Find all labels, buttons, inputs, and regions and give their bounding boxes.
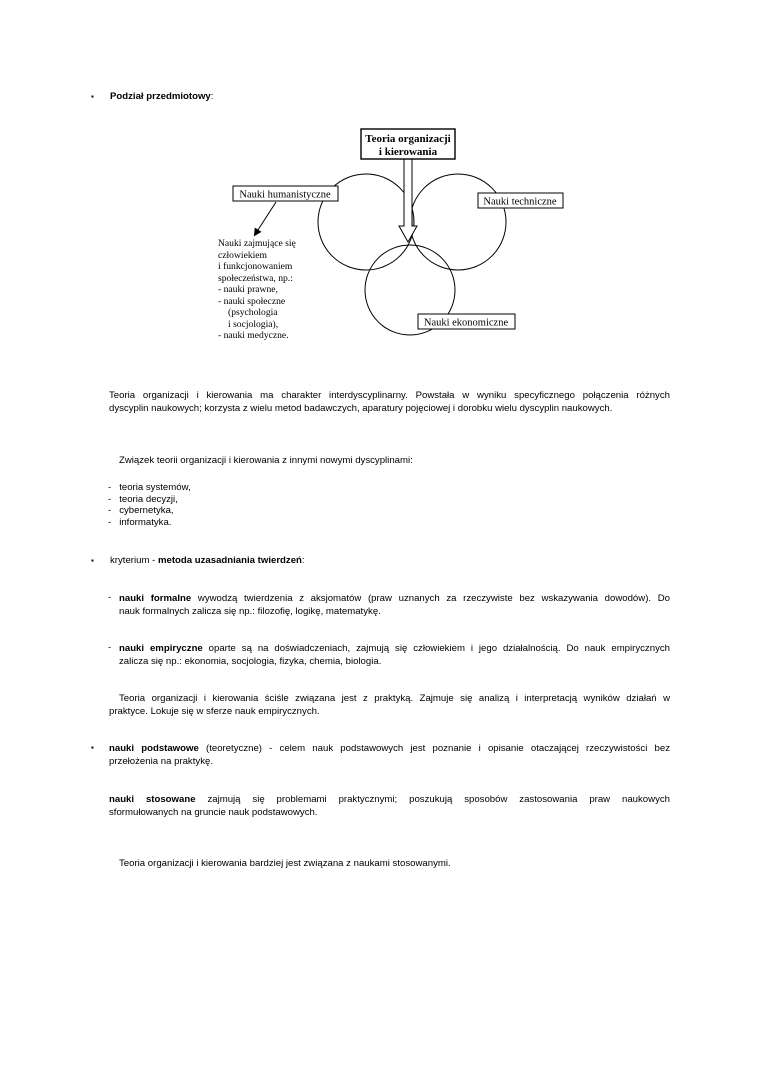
technical-label: Nauki techniczne <box>483 196 557 208</box>
dash: - <box>108 642 112 653</box>
term-description: (teoretyczne) - celem nauk podstawowych jest poznanie i opisanie otaczającej rzeczywistości bez <box>198 743 670 754</box>
note-line: społeczeństwa, np.: <box>218 272 293 284</box>
term-description: oparte są na doświadczeniach, zajmują się człowiekiem i jego działalnością. Do nauk empirycznych <box>202 643 670 654</box>
paragraph-practice <box>109 692 670 718</box>
dash: - <box>108 482 112 493</box>
applied-sciences-item <box>109 793 670 819</box>
note-line: - nauki społeczne <box>218 295 286 307</box>
paragraph-line: dyscyplin naukowych; korzysta z wielu metod badawczych, aparatury pojęciowej i dorobku wielu dyscyplin naukowych. <box>109 403 613 414</box>
paragraph-line: zalicza się np.: ekonomia, socjologia, fizyka, chemia, biologia. <box>119 656 382 667</box>
relation-intro: Związek teorii organizacji i kierowania z innymi nowymi dyscyplinami: <box>119 455 413 466</box>
paragraph-interdisciplinary <box>109 389 670 415</box>
bullet-icon: ▪ <box>91 556 94 565</box>
venn-diagram <box>0 0 760 360</box>
heading-prefix: kryterium - <box>110 555 158 566</box>
formal-sciences-item <box>119 592 670 618</box>
paragraph-line <box>109 793 670 806</box>
paragraph-line <box>109 742 670 755</box>
note-line: człowiekiem <box>218 249 268 261</box>
relation-list <box>108 482 191 528</box>
paragraph-line: Teoria organizacji i kierowania ma charakter interdyscyplinarny. Powstała w wyniku specyficznego połączenia różnych <box>109 390 670 401</box>
section-heading-justification <box>110 555 305 566</box>
center-label-line1: Teoria organizacji <box>365 133 451 145</box>
list-item-text: informatyka. <box>119 516 172 528</box>
paragraph-line <box>119 642 670 655</box>
dash: - <box>108 516 112 528</box>
note-line: i funkcjonowaniem <box>218 261 293 272</box>
empirical-sciences-item <box>119 642 670 668</box>
list-item <box>108 517 191 529</box>
list-item-text: teoria decyzji, <box>119 493 178 505</box>
paragraph-line: nauk formalnych zalicza się np.: filozofię, logikę, matematykę. <box>119 606 381 617</box>
paragraph-line <box>119 592 670 605</box>
conclusion-text: Teoria organizacji i kierowania bardziej jest związana z naukami stosowanymi. <box>119 858 451 869</box>
paragraph-line: praktyce. Lokuje się w sferze nauk empirycznych. <box>109 706 320 717</box>
term-description: zajmują się problemami praktycznymi; poszukują sposobów zastosowania praw naukowych <box>195 794 671 805</box>
paragraph-line: przełożenia na praktykę. <box>109 756 213 767</box>
note-line: - nauki prawne, <box>218 284 278 295</box>
note-line: - nauki medyczne. <box>218 330 289 341</box>
term: nauki empiryczne <box>119 643 203 654</box>
center-label-line2: i kierowania <box>378 146 438 158</box>
term: nauki podstawowe <box>109 743 199 754</box>
note-line: (psychologia <box>228 307 278 318</box>
dash: - <box>108 592 112 603</box>
list-item <box>108 494 191 506</box>
term: nauki formalne <box>119 593 192 604</box>
bullet-icon: ▪ <box>91 743 94 752</box>
basic-sciences-item <box>109 742 670 768</box>
humanities-note <box>218 238 296 342</box>
paragraph-line: Teoria organizacji i kierowania ściśle związana jest z praktyką. Zajmuje się analizą i interpretacją wyników działań w <box>119 693 670 704</box>
heading-text: metoda uzasadniania twierdzeń <box>157 555 302 566</box>
humanities-label: Nauki humanistyczne <box>239 189 331 201</box>
list-item <box>108 505 191 517</box>
venn-circle-technical <box>410 174 506 270</box>
center-hollow-arrow <box>399 159 417 242</box>
list-item-text: teoria systemów, <box>119 482 191 493</box>
list-item-text: cybernetyka, <box>119 505 174 517</box>
heading-text: Podział przedmiotowy <box>110 91 211 102</box>
list-item <box>108 482 191 494</box>
note-pointer-arrow <box>256 202 276 233</box>
note-line: Nauki zajmujące się <box>218 238 296 249</box>
bullet-icon: ▪ <box>91 92 94 101</box>
heading-colon: : <box>301 555 305 566</box>
dash: - <box>108 493 112 505</box>
paragraph-line: sformułowanych na gruncie nauk podstawowych. <box>109 807 318 818</box>
heading-colon: : <box>210 91 214 102</box>
dash: - <box>108 505 112 517</box>
term: nauki stosowane <box>109 794 196 805</box>
term-description: wywodzą twierdzenia z aksjomatów (praw uznanych za rzeczywiste bez wskazywania dowodów). Do <box>191 593 670 604</box>
note-line: i socjologia), <box>228 318 279 330</box>
economics-label: Nauki ekonomiczne <box>423 317 509 329</box>
